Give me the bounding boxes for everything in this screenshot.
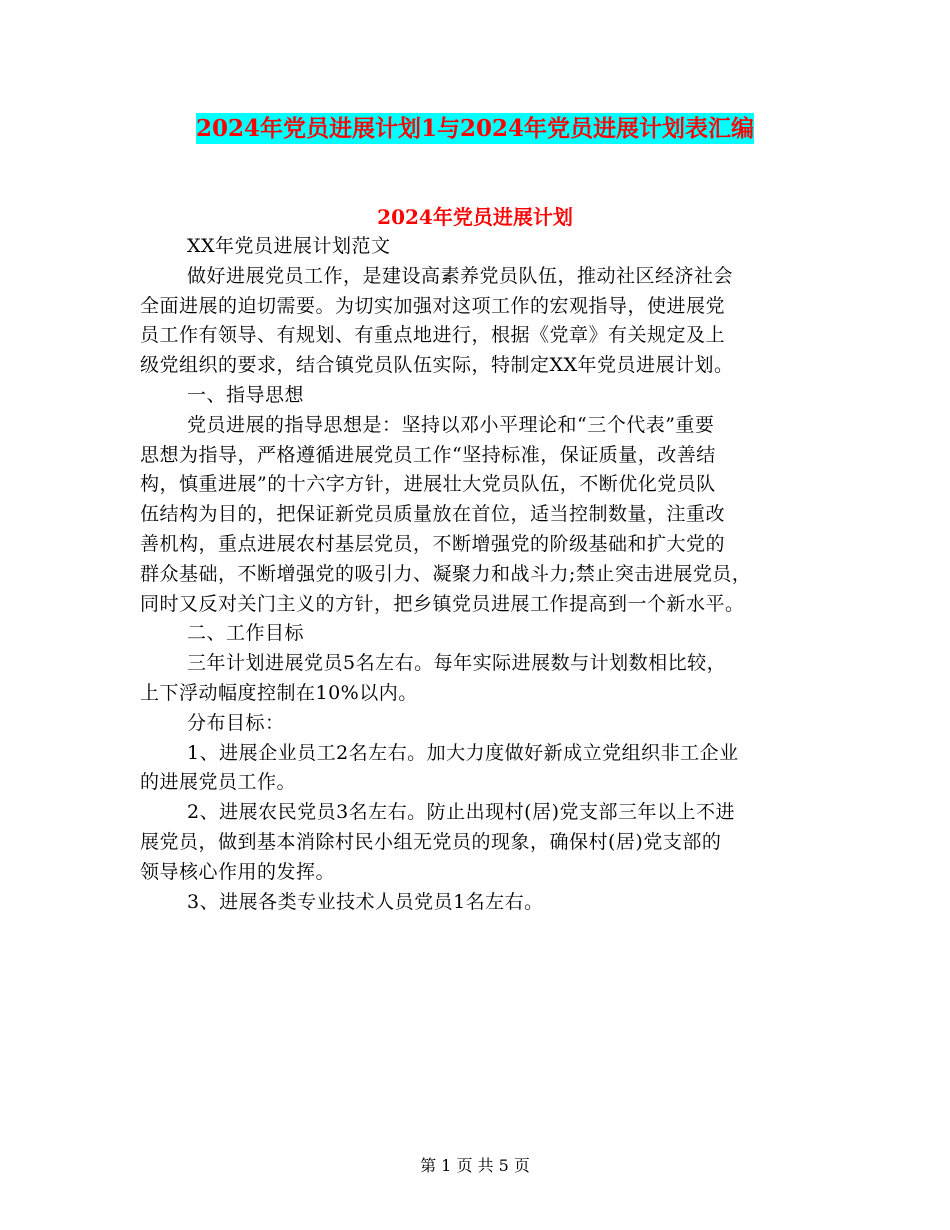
- text-line: 三年计划进展党员5名左右。每年实际进展数与计划数相比较，: [187, 652, 727, 675]
- text-line: 员工作有领导、有规划、有重点地进行，根据《党章》有关规定及上: [140, 324, 726, 347]
- text-line: 3、进展各类专业技术人员党员1名左右。: [187, 890, 544, 913]
- text-line: 二、工作目标: [187, 622, 305, 645]
- document-title-text: 2024年党员进展计划1与2024年党员进展计划表汇编: [195, 115, 755, 142]
- document-title: [0, 113, 950, 145]
- text-line: 领导核心作用的发挥。: [140, 860, 336, 883]
- text-line: 同时又反对关门主义的方针，把乡镇党员进展工作提高到一个新水平。: [140, 592, 745, 615]
- page-footer: 第 1 页 共 5 页: [420, 1156, 530, 1175]
- text-line: 构，慎重进展”的十六字方针，进展壮大党员队伍，不断优化党员队: [140, 473, 716, 496]
- text-line: 善机构，重点进展农村基层党员，不断增强党的阶级基础和扩大党的: [140, 533, 726, 555]
- text-line: 分布目标：: [187, 711, 285, 734]
- text-line: 做好进展党员工作，是建设高素养党员队伍，推动社区经济社会: [187, 264, 734, 287]
- text-line: 2、进展农民党员3名左右。防止出现村(居)党支部三年以上不进: [187, 801, 736, 824]
- text-line: 上下浮动幅度控制在10%以内。: [140, 682, 418, 704]
- text-line: 一、指导思想: [187, 384, 305, 406]
- text-line: XX年党员进展计划范文: [187, 235, 391, 257]
- text-line: 党员进展的指导思想是：坚持以邓小平理论和“三个代表”重要: [187, 413, 715, 436]
- text-line: 1、进展企业员工2名左右。加大力度做好新成立党组织非工企业: [187, 741, 739, 764]
- text-line: 伍结构为目的，把保证新党员质量放在首位，适当控制数量，注重改: [140, 503, 726, 526]
- section-title: 2024年党员进展计划: [377, 205, 573, 229]
- text-line: 的进展党员工作。: [140, 771, 297, 794]
- text-line: 全面进展的迫切需要。为切实加强对这项工作的宏观指导，使进展党: [140, 294, 726, 317]
- text-line: 群众基础，不断增强党的吸引力、凝聚力和战斗力;禁止突击进展党员，: [140, 562, 752, 585]
- text-line: 展党员，做到基本消除村民小组无党员的现象，确保村(居)党支部的: [140, 831, 722, 853]
- text-line: 思想为指导，严格遵循进展党员工作“坚持标准，保证质量，改善结: [140, 443, 716, 466]
- text-line: 级党组织的要求，结合镇党员队伍实际，特制定XX年党员进展计划。: [140, 354, 734, 377]
